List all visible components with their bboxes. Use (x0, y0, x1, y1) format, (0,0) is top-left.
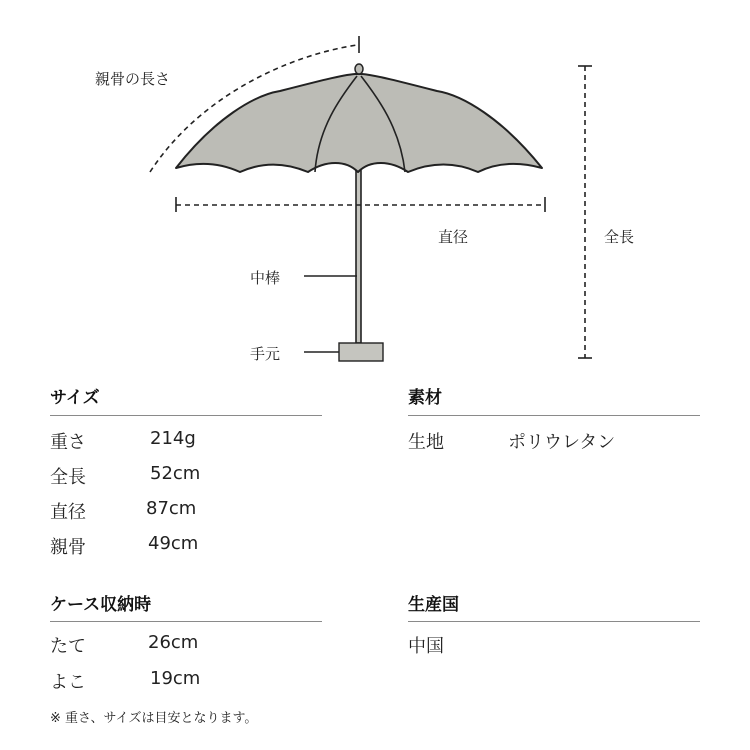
umbrella-diagram (0, 0, 750, 370)
umbrella-canopy (176, 74, 542, 172)
case-section-title: ケース収納時 (50, 595, 152, 615)
footnote: ※ 重さ、サイズは目安となります。 (50, 711, 258, 726)
umbrella-tip (355, 64, 363, 74)
size-row-label: 親骨 (50, 537, 86, 558)
size-row-label: 全長 (50, 467, 86, 488)
size-row-label: 直径 (50, 502, 86, 523)
origin-divider (408, 621, 700, 622)
case-row-label: たて (50, 636, 86, 657)
size-row-value: 49cm (148, 533, 199, 554)
origin-value: 中国 (408, 636, 444, 657)
rib-length-label: 親骨の長さ (95, 70, 171, 88)
material-section-title: 素材 (408, 388, 442, 408)
size-divider (50, 415, 322, 416)
size-section-title: サイズ (50, 388, 100, 408)
diameter-label: 直径 (438, 228, 469, 246)
material-divider (408, 415, 700, 416)
material-row-label: 生地 (408, 432, 444, 453)
case-row-value: 26cm (148, 632, 199, 653)
umbrella-handle (339, 343, 383, 361)
size-row-value: 87cm (146, 498, 197, 519)
case-row-value: 19cm (150, 668, 201, 689)
origin-section-title: 生産国 (408, 595, 459, 615)
total-length-label: 全長 (604, 228, 635, 246)
case-row-label: よこ (50, 672, 86, 693)
size-row-value: 214g (150, 428, 196, 449)
shaft-label: 中棒 (250, 269, 281, 287)
size-row-label: 重さ (50, 432, 86, 453)
umbrella-shaft (356, 165, 361, 343)
size-row-value: 52cm (150, 463, 201, 484)
material-row-value: ポリウレタン (508, 432, 616, 453)
handle-label: 手元 (250, 345, 281, 363)
case-divider (50, 621, 322, 622)
